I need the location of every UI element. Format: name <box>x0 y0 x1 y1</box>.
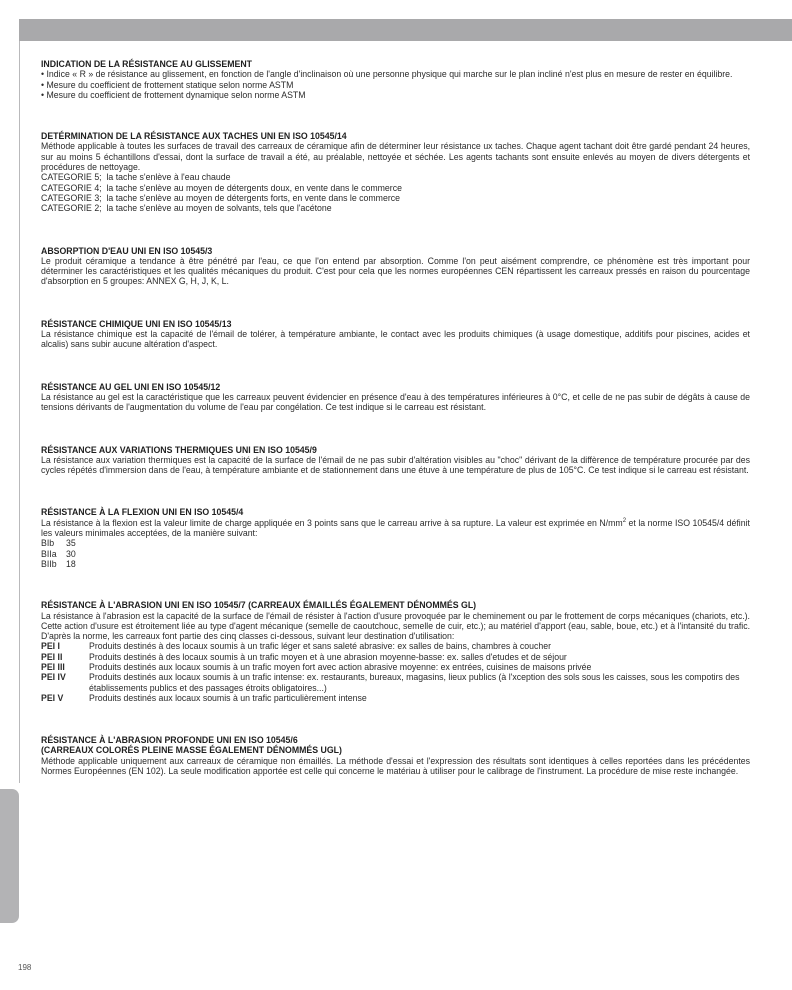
class-value: 30 <box>66 548 76 559</box>
section-heading: RÉSISTANCE À L'ABRASION UNI EN ISO 10545/7 (CARREAUX ÉMAILLÉS ÉGALEMENT DÉNOMMÉS GL) <box>41 600 477 611</box>
section-text: La résistance à l'abrasion est la capacité de la surface de l'émail de résister à l'action d'usure provoquée par le cheminement ou par le frottement de corps mécaniques (chariots, etc.). Cette action d'usure est étroitement liée au type d'agent mécanique (semelle de caoutchouc, semelle de cuir, etc.); au matériel d'apport (eau, sable, boue, etc.) et à l'intansité du trafic. D'après la norme, les carreaux font partie des cinq classes ci-dessous, suivant leur destination d'utilisation: <box>41 610 750 642</box>
pei-class: PEI I <box>41 641 60 652</box>
value-row <box>41 559 750 569</box>
superscript: 2 <box>622 517 627 524</box>
class-code: BIIb <box>41 558 57 569</box>
section-chemical-resistance <box>41 319 750 350</box>
section-heading: ABSORPTION D'EAU UNI EN ISO 10545/3 <box>41 245 213 256</box>
section-text: La résistance aux variation thermiques est la capacité de la surface de l'émail de ne pas subir d'altération visibles au "choc" dérivant de la diffèrence de température procurée par des cycles répétés d'immersion dans de l'eau, à température ambiante et de stationnement dans une étuve à une température de plus de 105°C. Ce test indique si le carreau est résistant. <box>41 454 750 476</box>
section-heading: RÉSISTANCE AUX VARIATIONS THERMIQUES UNI EN ISO 10545/9 <box>41 444 317 455</box>
side-tab <box>0 789 19 923</box>
section-water-absorption <box>41 246 750 287</box>
section-slip-resistance <box>41 59 750 100</box>
section-text <box>41 518 750 539</box>
section-thermal-variation <box>41 445 750 476</box>
section-heading: DETÉRMINATION DE LA RÉSISTANCE AUX TACHES UNI EN ISO 10545/14 <box>41 131 347 142</box>
pei-class: PEI V <box>41 692 64 703</box>
class-code: BIIa <box>41 548 57 559</box>
margin-rule <box>19 41 20 783</box>
value-row <box>41 549 750 559</box>
class-value: 18 <box>66 558 76 569</box>
pei-class: PEI III <box>41 661 65 672</box>
text-part: La résistance à la flexion est la valeur limite de charge appliquée en 3 points sans que le carreau arrive à sa rupture. La valeur est exprimée en N/mm <box>41 517 623 528</box>
section-subheading: (CARREAUX COLORÉS PLEINE MASSE ÉGALEMENT DÉNOMMÉS UGL) <box>41 745 342 756</box>
pei-description: Produits destinés aux locaux soumis à un trafic intense: ex. restaurants, bureaux, magasins, lieux publics (à l'xception des sols sous les caisses, sous les compotirs des établissements publics et des passages étroits obligatoires...) <box>89 672 740 693</box>
section-text: Méthode applicable à toutes les surfaces de travail des carreaux de céramique afin de déterminer leur résistance ux taches. Chaque agent tachant doit être gardé pendant 24 heures, sur au moins 5 échantillons d'essai, dont la surface de travail a été, au préalable, nettoyée et séchée. Les agents tachants sont ensuite enlevés au moyen de divers détergents et procédures de nettoyage. <box>41 141 750 173</box>
header-bar <box>19 19 792 41</box>
section-text: La résistance chimique est la capacité de l'émail de tolérer, à température ambiante, le contact avec les produits chimiques (à usage domestique, additifs pour piscines, acides et alcalis) sans subir aucune altération d'aspect. <box>41 329 750 350</box>
bullet-item: • Mesure du coefficient de frottement dynamique selon norme ASTM <box>41 89 306 100</box>
section-flexural-strength <box>41 507 750 569</box>
section-heading: INDICATION DE LA RÉSISTANCE AU GLISSEMENT <box>41 59 252 69</box>
value-row <box>41 538 750 548</box>
category-line: CATEGORIE 3; la tache s'enlève au moyen de détergents forts, en vente dans le commerce <box>41 192 400 203</box>
section-stain-resistance <box>41 131 750 213</box>
section-frost-resistance <box>41 382 750 413</box>
bullet-item: • Mesure du coefficient de frottement statique selon norme ASTM <box>41 79 294 90</box>
section-text: Le produit céramique a tendance à être pénétré par l'eau, ce que l'on entend par absorption. Comme l'on peut aisément comprendre, ce phénomène est très important pour déterminer les caractéristiques et les qualités mécaniques du produit. C'est pour cela que les normes européennes CEN répartissent les carreaux pressés en raison du pourcentage d'absorption en 5 groupes: ANNEX G, H, J, K, L. <box>41 255 750 287</box>
section-heading: RÉSISTANCE À L'ABRASION PROFONDE UNI EN ISO 10545/6 <box>41 735 298 746</box>
category-line: CATEGORIE 5; la tache s'enlève à l'eau chaude <box>41 172 231 183</box>
page-number: 198 <box>18 963 32 972</box>
class-code: BIb <box>41 538 55 549</box>
pei-description: Produits destinés aux locaux soumis à un trafic moyen fort avec action abrasive moyenne: ex entrées, cuisines de maisons privée <box>89 661 592 672</box>
text-part: et la norme ISO 10545/4 définit les valeurs minimales acceptées, de la manière suivant: <box>41 517 750 539</box>
bullet-item: • Indice « R » de résistance au glissement, en fonction de l'angle d'inclinaison où une personne physique qui marche sur le plan incliné n'est plus en mesure de rester en équilibre. <box>41 69 733 80</box>
pei-class: PEI II <box>41 651 63 662</box>
pei-description: Produits destinés à des locaux soumis à un trafic moyen et à une abrasion moyenne-basse: ex. salles d'etudes et de séjour <box>89 651 567 662</box>
document-body <box>41 59 750 776</box>
section-heading: RÉSISTANCE CHIMIQUE UNI EN ISO 10545/13 <box>41 318 232 329</box>
class-value: 35 <box>66 538 76 549</box>
pei-row <box>41 672 750 693</box>
pei-class: PEI IV <box>41 672 66 683</box>
section-text: Méthode applicable uniquement aux carreaux de céramique non émaillés. La méthode d'essai et l'expression des résultats sont identiques à celles reportées dans les précédentes Normes Européennes (EN 102). La seule modification apportée est celle qui concerne le matériau à utiliser pour le calibrage de l'instrument. La procédure de mise reste inchangée. <box>41 755 750 777</box>
pei-row <box>41 652 750 662</box>
pei-description: Produits destinés à des locaux soumis à un trafic léger et sans saleté abrasive: ex salles de bains, chambres à coucher <box>89 641 552 652</box>
section-heading: RÉSISTANCE À LA FLEXION UNI EN ISO 10545/4 <box>41 507 244 518</box>
section-text: La résistance au gel est la caractéristique que les carreaux peuvent évidencier en présence d'eau à des températures inférieures à 0°C, et celle de ne pas subir de dégâts à cause de tensions dérivants de l'augmentation du volume de l'eau par congélation. Ce test indique si le carreau est résistant. <box>41 391 750 413</box>
pei-row <box>41 662 750 672</box>
section-heading: RÉSISTANCE AU GEL UNI EN ISO 10545/12 <box>41 381 221 392</box>
pei-row <box>41 641 750 651</box>
pei-row <box>41 693 750 703</box>
category-line: CATEGORIE 2; la tache s'enlève au moyen de solvants, tels que l'acétone <box>41 203 332 214</box>
category-line: CATEGORIE 4; la tache s'enlève au moyen de détergents doux, en vente dans le commerce <box>41 182 402 193</box>
pei-description: Produits destinés aux locaux soumis à un trafic particulièrement intense <box>89 692 367 703</box>
section-deep-abrasion <box>41 735 750 776</box>
section-abrasion-resistance <box>41 600 750 703</box>
